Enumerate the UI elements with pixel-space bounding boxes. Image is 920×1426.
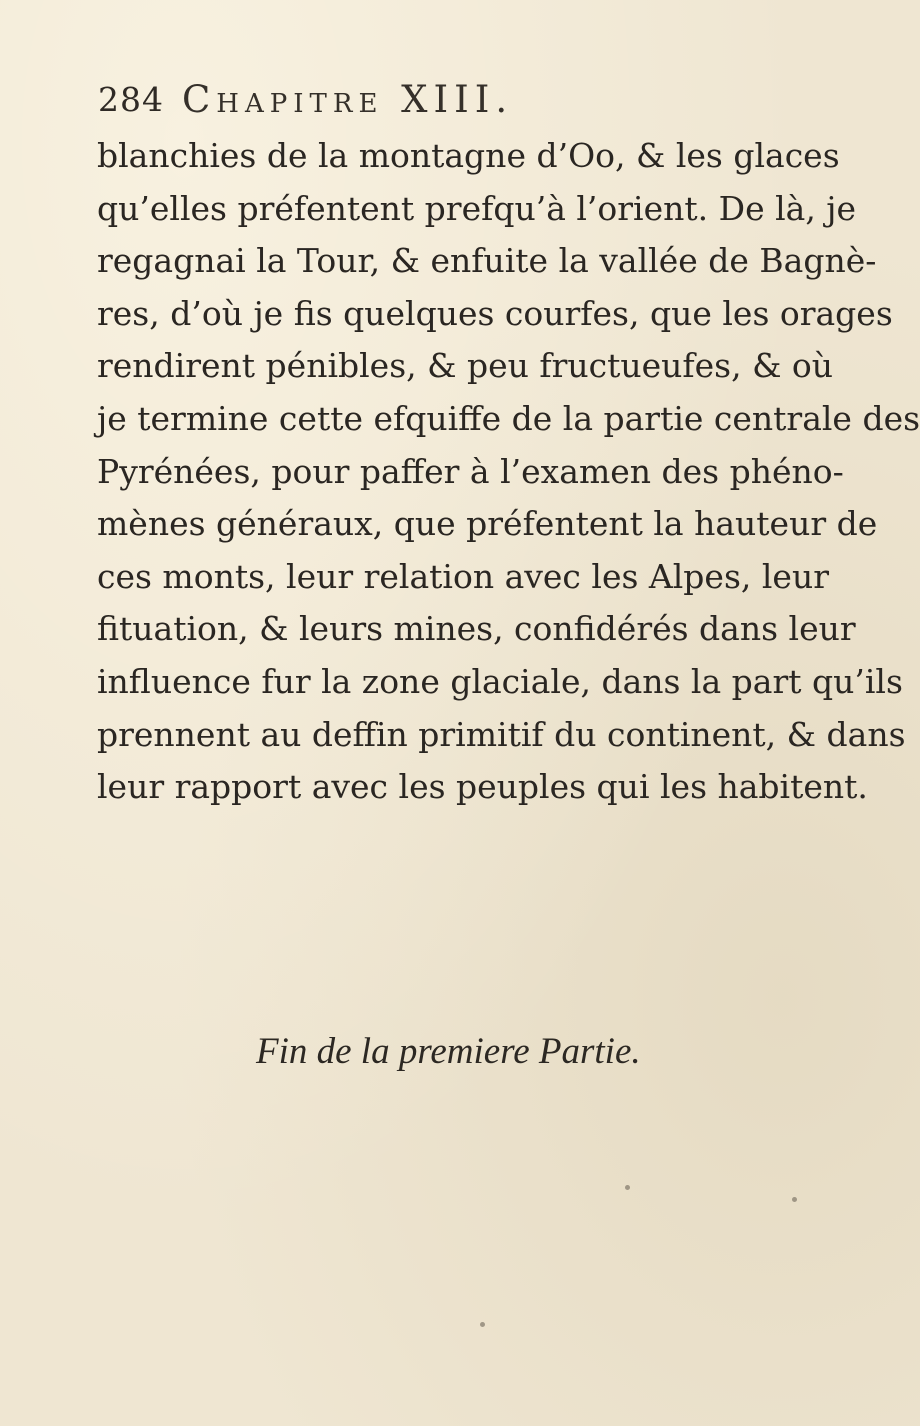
text-line: ces monts, leur relation avec les Alpes, leur xyxy=(97,556,829,596)
body-text xyxy=(97,130,920,814)
paper-speck xyxy=(480,1322,485,1327)
text-line: res, d’où je fis quelques courfes, que les orages xyxy=(97,293,893,333)
paper-speck xyxy=(792,1197,797,1202)
text-line: regagnai la Tour, & enfuite la vallée de Bagnè- xyxy=(97,241,877,281)
paper-speck xyxy=(625,1185,630,1190)
text-line: prennent au deffin primitif du continent, & dans xyxy=(97,714,906,754)
chapter-title: Chapitre XIII. xyxy=(182,78,514,121)
text-line: je termine cette efquiffe de la partie centrale des xyxy=(97,398,920,438)
text-line: qu’elles préfentent prefqu’à l’orient. De là, je xyxy=(97,188,857,228)
page-number: 284 xyxy=(98,80,164,119)
text-line: blanchies de la montagne d’Oo, & les glaces xyxy=(97,136,840,175)
text-line: influence fur la zone glaciale, dans la part qu’ils xyxy=(97,661,903,701)
text-line: fituation, & leurs mines, confidérés dans leur xyxy=(97,609,856,649)
text-line: rendirent pénibles, & peu fructueufes, & où xyxy=(97,346,834,386)
end-of-part-note: Fin de la premiere Partie. xyxy=(256,1031,641,1072)
text-line: mènes généraux, que préfentent la hauteur de xyxy=(97,504,878,544)
running-head xyxy=(98,74,738,134)
text-line: Pyrénées, pour paffer à l’examen des phéno- xyxy=(97,451,844,491)
text-line: leur rapport avec les peuples qui les habitent. xyxy=(97,767,868,807)
